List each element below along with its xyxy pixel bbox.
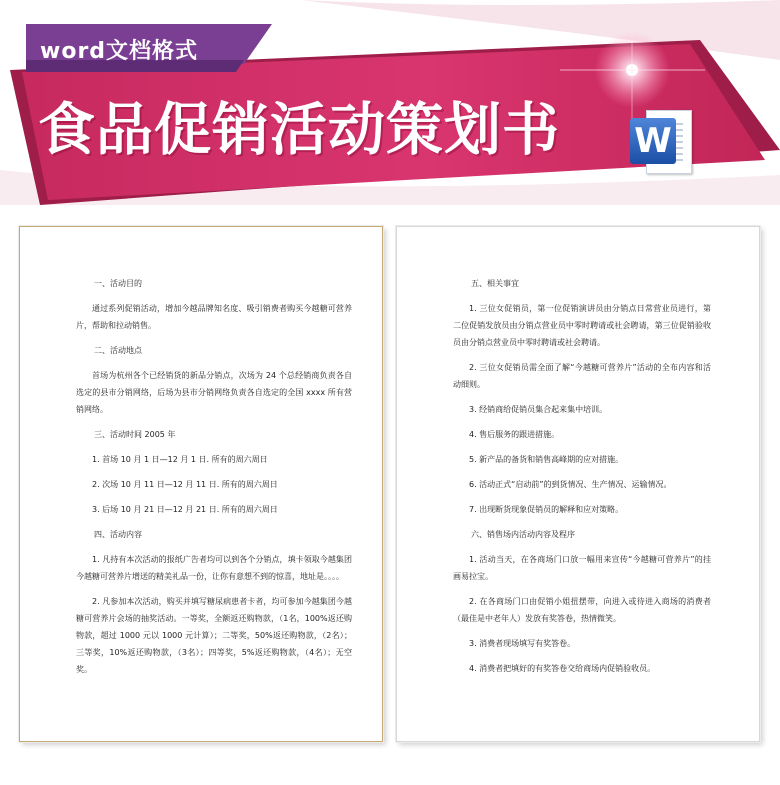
paragraph: 1. 三位女促销员，第一位促销演讲员由分销点日常营业员进行，第二位促销发放员由分销点营业员中零时聘请或社会聘请，第三位促销验收员由分销点营业员中零时聘请或社会聘请。 bbox=[453, 304, 711, 347]
document-page-2 bbox=[396, 226, 760, 742]
banner bbox=[0, 0, 780, 205]
section-heading: 四、活动内容 bbox=[94, 530, 142, 539]
section-heading: 二、活动地点 bbox=[94, 346, 142, 355]
paragraph: 首场为杭州各个已经销货的新品分销点，次场为 24 个总经销商负责各自选定的县市分销网络，后场为县市分销网络负责各自选定的全国 xxxx 所有营销网络。 bbox=[76, 371, 352, 414]
list-item: 5. 新产品的备货和销售高峰期的应对措施。 bbox=[469, 455, 624, 464]
section-heading: 五、相关事宜 bbox=[471, 279, 519, 288]
section-heading: 三、活动时间 2005 年 bbox=[94, 430, 176, 439]
document-page-1 bbox=[19, 226, 383, 742]
section-heading: 一、活动目的 bbox=[94, 279, 142, 288]
word-document-icon: W bbox=[630, 108, 692, 174]
list-item: 4. 消费者把填好的有奖答卷交给商场内促销验收员。 bbox=[469, 664, 656, 673]
list-item: 1. 首场 10 月 1 日—12 月 1 日. 所有的周六周日 bbox=[92, 455, 268, 464]
list-item: 3. 后场 10 月 21 日—12 月 21 日. 所有的周六周日 bbox=[92, 505, 278, 514]
list-item: 2. 次场 10 月 11 日—12 月 11 日. 所有的周六周日 bbox=[92, 480, 278, 489]
page-1-content bbox=[76, 275, 352, 686]
list-item: 4. 售后服务的跟进措施。 bbox=[469, 430, 560, 439]
section-heading: 六、销售场内活动内容及程序 bbox=[471, 530, 575, 539]
paragraph: 1. 凡持有本次活动的报纸广告者均可以到各个分销点，填卡领取今越集团今越糖可营养片增送的精美礼品一份，让你有意想不到的惊喜，地址是。。。。 bbox=[76, 555, 352, 581]
list-item: 3. 经销商给促销员集合起来集中培训。 bbox=[469, 405, 608, 414]
banner-tag: word文档格式 bbox=[40, 39, 199, 64]
list-item: 7. 出现断货现象促销员的解释和应对策略。 bbox=[469, 505, 624, 514]
paragraph: 通过系列促销活动，增加今越品牌知名度、吸引销费者购买今越糖可营养片，帮助和拉动销售。 bbox=[76, 304, 352, 330]
paragraph: 1. 活动当天，在各商场门口放一幅用来宣传“今越糖可营养片”的挂画易拉宝。 bbox=[453, 555, 711, 581]
paragraph: 2. 三位女促销员需全面了解“今越糖可营养片”活动的全布内容和活动细则。 bbox=[453, 363, 711, 389]
banner-title: 食品促销活动策划书 bbox=[38, 97, 560, 163]
list-item: 6. 活动正式“启动前”的到货情况、生产情况、运输情况。 bbox=[469, 480, 672, 489]
list-item: 3. 消费者现场填写有奖答卷。 bbox=[469, 639, 576, 648]
paragraph: 2. 在各商场门口由促销小姐扭摆带，向进入或待进入商场的消费者（最佳是中老年人）发放有奖答卷，热情微笑。 bbox=[453, 597, 711, 623]
page-2-content bbox=[453, 275, 711, 685]
paragraph: 2. 凡参加本次活动，购买并填写糖尿病患者卡者，均可参加今越集团今越糖可营养片会场的抽奖活动。一等奖，全额返还购物款，（1名，100%返还购物款，超过 1000 元以 1000 元计算）；二等奖，50%返还购物款，（2名）；三等奖，10%返还购物款，（3名）；四等奖，5%返还购物款，（4名）；无空奖。 bbox=[76, 597, 352, 674]
